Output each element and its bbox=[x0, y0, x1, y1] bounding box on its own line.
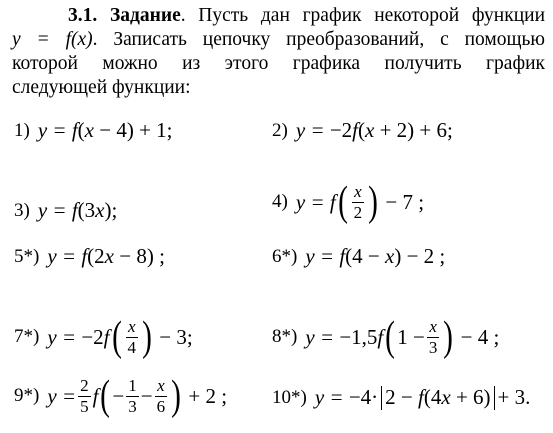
task-number: 3.1. bbox=[68, 5, 98, 26]
exercise-formula: y = −2 f ( x + 2) + 6; bbox=[295, 118, 453, 142]
exercise-5 bbox=[14, 244, 165, 269]
exercise-9 bbox=[14, 373, 228, 419]
exercise-formula: y = f (4 − x ) − 2 ; bbox=[305, 244, 446, 268]
exercise-2 bbox=[272, 118, 453, 143]
exercise-label: 8*) bbox=[272, 326, 298, 347]
exercise-8 bbox=[272, 314, 500, 360]
task-title: Задание bbox=[109, 5, 181, 26]
intro-text-2: . Записать цепочку преобразований, с помощью bbox=[92, 29, 546, 50]
intro-line-3: которой можно из этого графика получить график bbox=[12, 53, 545, 74]
exercise-formula: y = f (3 x ); bbox=[37, 198, 118, 222]
function-label: y = f(x) bbox=[12, 29, 93, 50]
intro-text-1: . Пусть дан график некоторой функции bbox=[180, 5, 546, 26]
exercise-formula: y = f (2 x − 8) ; bbox=[47, 244, 165, 268]
exercise-label: 3) bbox=[14, 199, 30, 221]
exercise-formula: y = f ( x − 4) + 1; bbox=[37, 118, 173, 142]
exercise-7 bbox=[14, 314, 193, 360]
exercise-formula: y = −4· 2 − f (4 x + 6) + 3. bbox=[314, 385, 531, 409]
exercise-label: 9*) bbox=[14, 385, 40, 406]
intro-line-1 bbox=[12, 4, 545, 28]
exercise-10 bbox=[272, 385, 530, 410]
exercise-formula: y = −1,5 f ( 1 − $\frac{x}{3}$ ) − 4 ; bbox=[305, 314, 500, 360]
exercise-label: 7*) bbox=[14, 326, 40, 347]
exercise-formula: y = f ( $\frac{x}{2}$ ) − 7 ; bbox=[295, 179, 425, 225]
exercise-6 bbox=[272, 244, 445, 269]
exercise-formula: y = −2 f ( $\frac{x}{4}$ ) − 3; bbox=[47, 314, 193, 360]
exercise-label: 5*) bbox=[14, 245, 40, 267]
exercise-label: 6*) bbox=[272, 245, 298, 267]
exercise-label: 2) bbox=[272, 119, 288, 141]
exercise-label: 4) bbox=[272, 191, 288, 212]
task-intro bbox=[12, 4, 545, 100]
exercise-4 bbox=[272, 179, 425, 225]
exercise-3 bbox=[14, 198, 117, 223]
exercise-label: 10*) bbox=[272, 386, 307, 408]
exercise-label: 1) bbox=[14, 119, 30, 141]
exercise-1 bbox=[14, 118, 173, 143]
intro-line-4: следующей функции: bbox=[12, 77, 191, 98]
intro-line-2 bbox=[12, 28, 545, 52]
exercise-formula: y = $\frac{2}{5}$ f ( − $\frac{1}{3}$ − $\frac{x}{6}$ ) + 2 ; bbox=[47, 373, 228, 419]
